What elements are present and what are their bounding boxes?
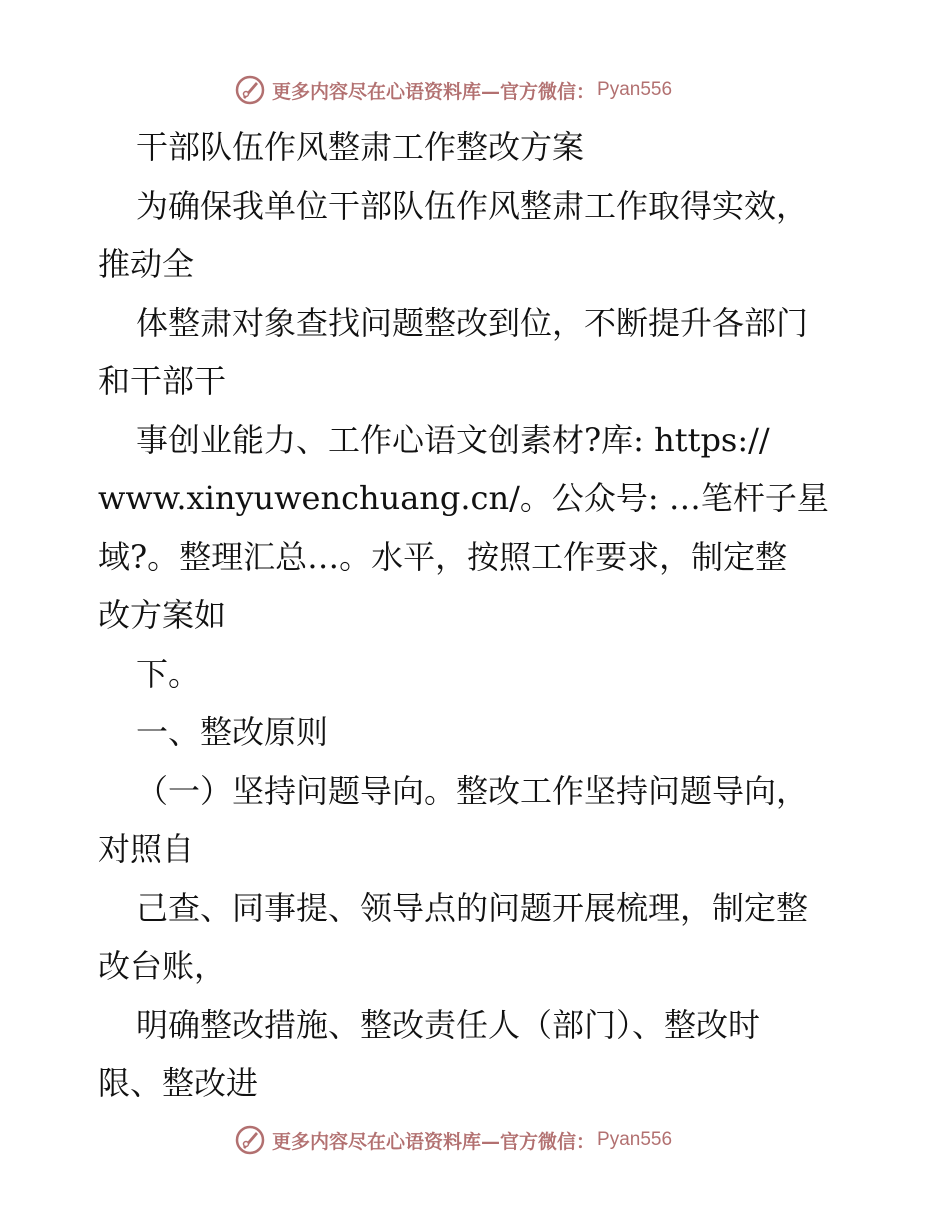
- watermark-handle: Pyan556: [597, 1129, 673, 1150]
- watermark-text: 更多内容尽在心语资料库—官方微信：: [272, 1130, 596, 1153]
- paragraph-line: 下。: [136, 654, 201, 693]
- paragraph-line: 对照自: [98, 830, 195, 868]
- paragraph-line: 为确保我单位干部队伍作风整肃工作取得实效，: [136, 186, 809, 225]
- paragraph-line: 改方案如: [98, 596, 227, 634]
- document-body: [98, 118, 878, 1113]
- paragraph-line: www.xinyuwenchuang.cn/。公众号: …笔杆子星: [98, 479, 829, 517]
- paragraph-line: 和干部干: [98, 362, 227, 400]
- paragraph-line: 事创业能力、工作心语文创素材?库: https://: [136, 420, 770, 459]
- watermark-handle: Pyan556: [597, 79, 673, 100]
- paragraph-line: 明确整改措施、整改责任人（部门）、整改时: [136, 1005, 761, 1044]
- quill-circle-icon: [234, 74, 266, 106]
- section-heading: 一、整改原则: [136, 713, 329, 751]
- footer-watermark: [234, 1122, 672, 1158]
- paragraph-line: 己查、同事提、领导点的问题开展梳理，制定整: [136, 888, 809, 927]
- paragraph-line: 推动全: [98, 245, 195, 283]
- paragraph-line: 改台账，: [98, 947, 227, 985]
- doc-title: 干部队伍作风整肃工作整改方案: [136, 128, 585, 166]
- header-watermark: [234, 72, 672, 108]
- quill-circle-icon: [234, 1124, 266, 1156]
- watermark-text: 更多内容尽在心语资料库—官方微信：: [272, 80, 596, 103]
- paragraph-line: 域?。整理汇总…。水平，按照工作要求，制定整: [98, 537, 788, 576]
- paragraph-line: 限、整改进: [98, 1064, 259, 1102]
- subsection-line: （一）坚持问题导向。整改工作坚持问题导向，: [136, 771, 809, 810]
- paragraph-line: 体整肃对象查找问题整改到位，不断提升各部门: [136, 303, 809, 342]
